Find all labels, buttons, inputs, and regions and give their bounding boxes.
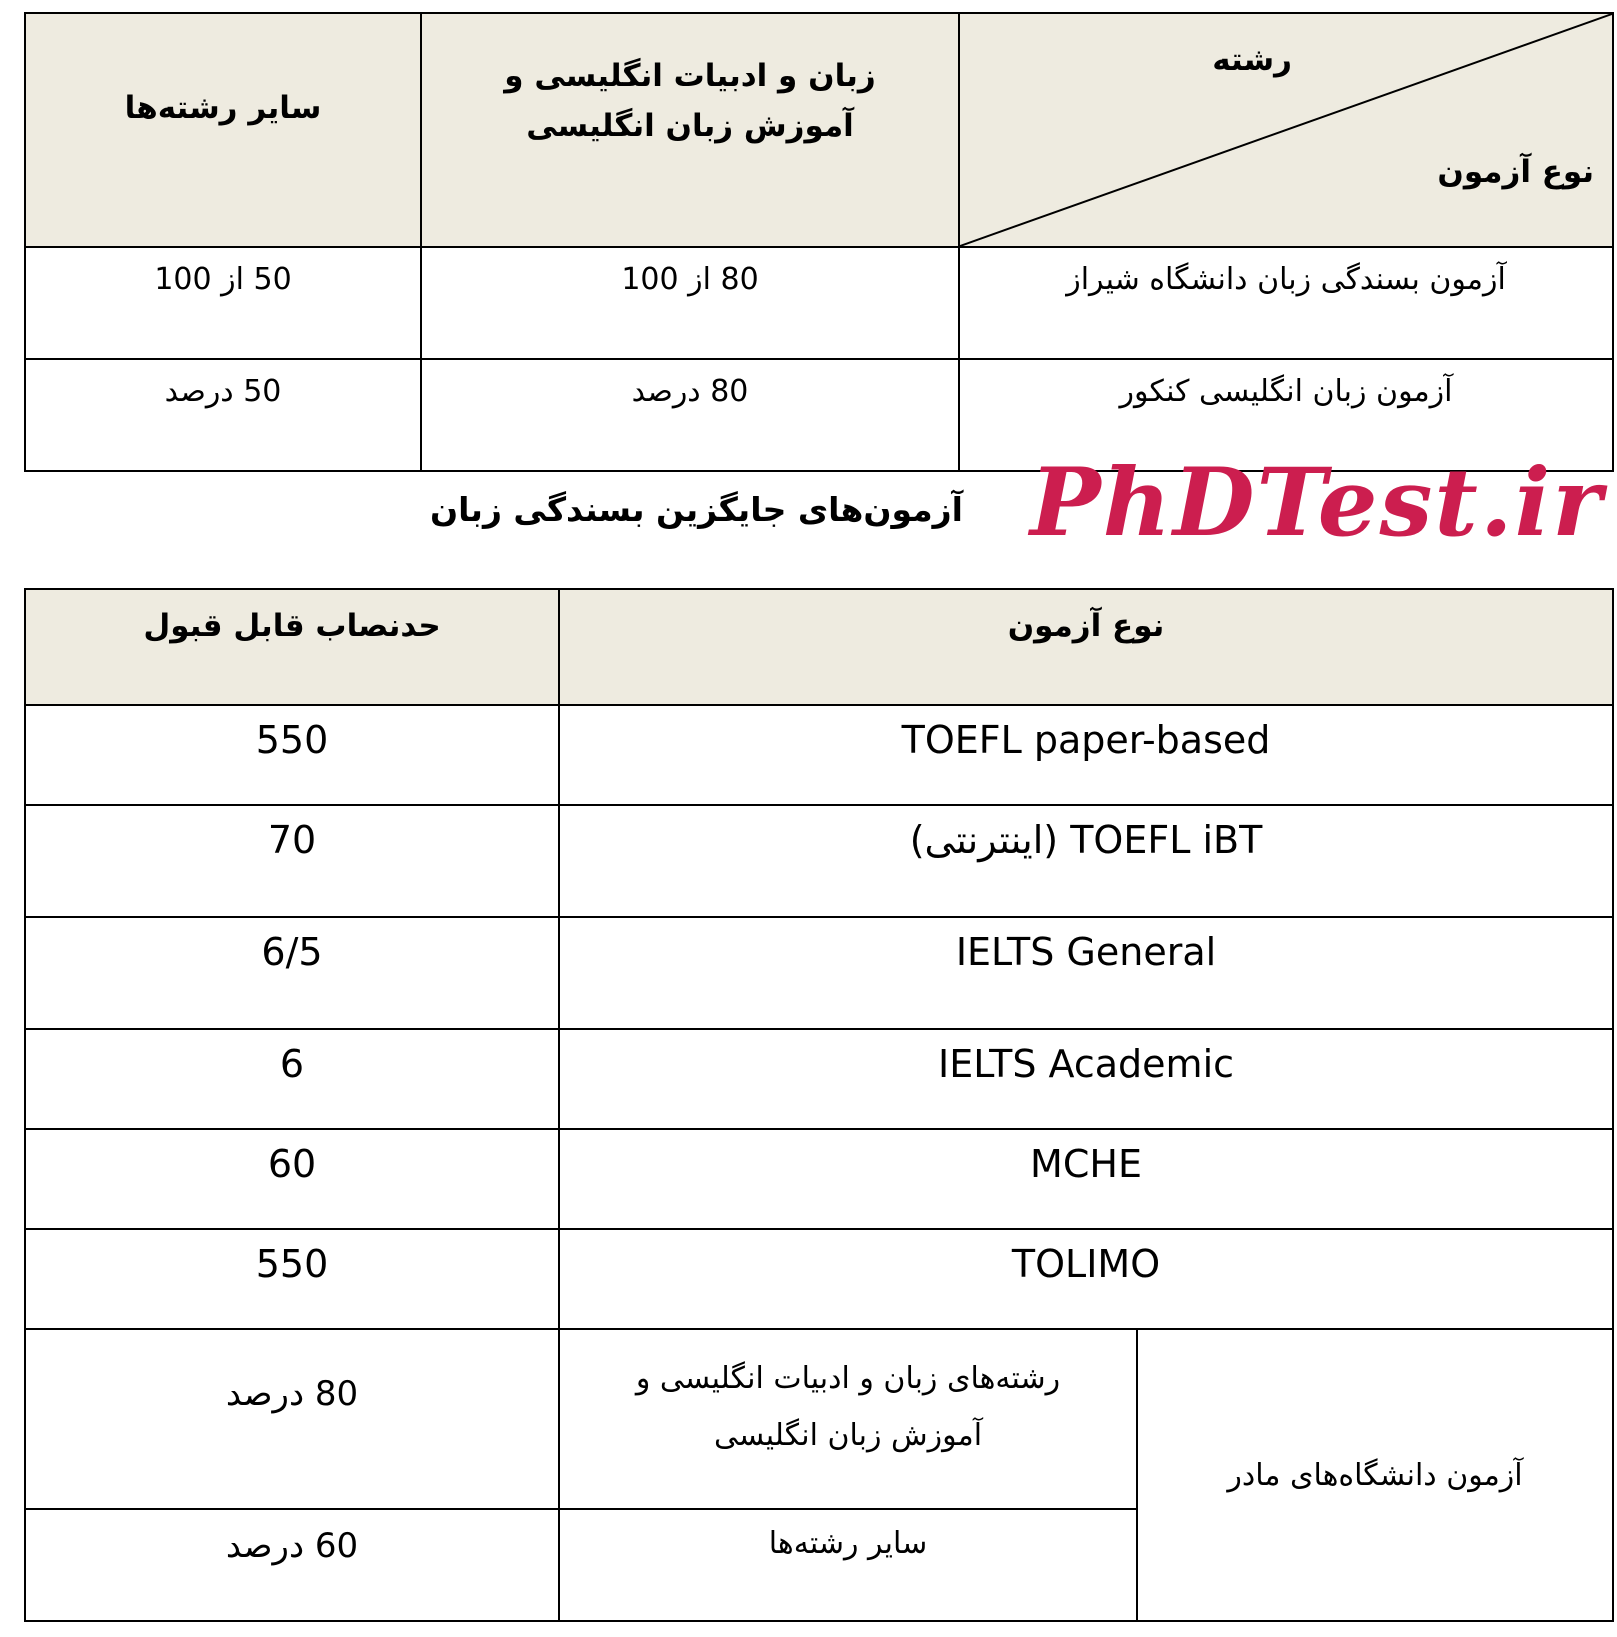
table-caption: آزمون‌های جایگزین بسندگی زبان (430, 490, 963, 529)
header-exam-type: نوع آزمون (559, 589, 1613, 705)
table-row (25, 247, 1613, 359)
score-other: 50 درصد (25, 359, 421, 471)
min-score: 70 (25, 805, 559, 917)
exam-name: IELTS Academic (559, 1029, 1613, 1129)
min-score: 60 درصد (25, 1509, 559, 1621)
min-score: 6 (25, 1029, 559, 1129)
min-score: 550 (25, 705, 559, 805)
exam-name: IELTS General (559, 917, 1613, 1029)
exam-name: MCHE (559, 1129, 1613, 1229)
header-other-fields: سایر رشته‌ها (25, 13, 421, 247)
table-row (25, 805, 1613, 917)
header-english-fields: زبان و ادبیات انگلیسی و آموزش زبان انگلیسی (421, 13, 959, 247)
table-row (25, 1329, 1613, 1509)
header-exam-type-label: نوع آزمون (1437, 154, 1594, 190)
score-english: 80 از 100 (421, 247, 959, 359)
header-min-score: حدنصاب قابل قبول (25, 589, 559, 705)
exam-name: TOEFL paper-based (559, 705, 1613, 805)
exam-name: آزمون زبان انگلیسی کنکور (959, 359, 1613, 471)
table-row (25, 1229, 1613, 1329)
requirements-table (24, 12, 1614, 472)
min-score: 80 درصد (25, 1329, 559, 1509)
score-other: 50 از 100 (25, 247, 421, 359)
mother-universities-exam: آزمون دانشگاه‌های مادر (1137, 1329, 1613, 1621)
min-score: 60 (25, 1129, 559, 1229)
table-row (25, 917, 1613, 1029)
header-field-label: رشته (1212, 42, 1292, 78)
min-score: 6/5 (25, 917, 559, 1029)
sub-field: سایر رشته‌ها (559, 1509, 1137, 1621)
min-score: 550 (25, 1229, 559, 1329)
table-row (25, 1029, 1613, 1129)
sub-field: رشته‌های زبان و ادبیات انگلیسی و آموزش زبان انگلیسی (559, 1329, 1137, 1509)
score-english: 80 درصد (421, 359, 959, 471)
header-diagonal-cell (959, 13, 1613, 247)
exam-name: آزمون بسندگی زبان دانشگاه شیراز (959, 247, 1613, 359)
alternative-exams-table (24, 588, 1614, 1622)
table-row (25, 705, 1613, 805)
exam-name: TOLIMO (559, 1229, 1613, 1329)
site-logo: PhDTest.ir (1030, 448, 1604, 558)
table-row (25, 1129, 1613, 1229)
exam-name: TOEFL iBT (اینترنتی) (559, 805, 1613, 917)
